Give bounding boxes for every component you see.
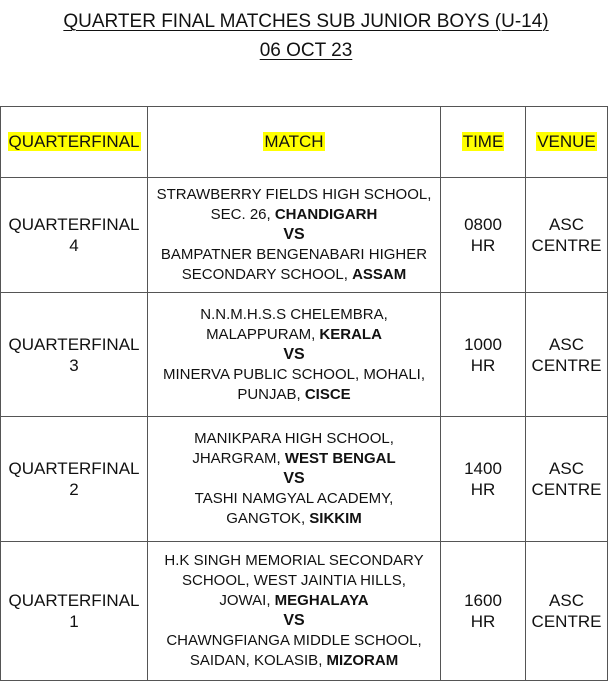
table-row — [1, 417, 608, 542]
team1-state: WEST BENGAL — [284, 450, 396, 467]
venue-cell — [526, 417, 608, 542]
team1-state: KERALA — [319, 325, 382, 343]
time-unit: HR — [470, 355, 496, 375]
venue-line: ASC — [549, 459, 584, 478]
stage-number: 4 — [69, 236, 79, 255]
team1-line: STRAWBERRY FIELDS HIGH SCHOOL, — [156, 186, 432, 203]
stage-cell — [1, 542, 148, 681]
team2-line: SAIDAN, KOLASIB, — [189, 652, 327, 669]
team1-line: MANIKPARA HIGH SCHOOL, — [194, 430, 394, 447]
stage-label: QUARTERFINAL — [8, 459, 140, 478]
time-value: 1600 — [464, 591, 502, 610]
team2-state: SIKKIM — [309, 510, 362, 527]
match-cell — [148, 293, 441, 417]
team1-line: N.N.M.H.S.S CHELEMBRA, — [200, 305, 388, 323]
time-value: 0800 — [464, 215, 502, 234]
venue-line: CENTRE — [531, 612, 602, 631]
time-unit: HR — [470, 480, 496, 499]
stage-cell — [1, 293, 148, 417]
time-cell — [441, 542, 526, 681]
stage-label: QUARTERFINAL — [8, 334, 140, 354]
header-stage — [1, 107, 148, 178]
team1-line: SCHOOL, WEST JAINTIA HILLS, — [182, 572, 406, 589]
header-time — [441, 107, 526, 178]
stage-number: 1 — [69, 612, 79, 631]
team2-line: BAMPATNER BENGENABARI HIGHER — [160, 246, 428, 263]
stage-cell — [1, 417, 148, 542]
vs-label: VS — [283, 612, 305, 629]
team2-line: MINERVA PUBLIC SCHOOL, MOHALI, — [162, 365, 425, 383]
table-row — [1, 178, 608, 293]
venue-line: CENTRE — [531, 236, 602, 255]
team1-line: H.K SINGH MEMORIAL SECONDARY — [164, 552, 424, 569]
stage-cell — [1, 178, 148, 293]
team2-state: CISCE — [304, 385, 351, 403]
venue-line: ASC — [549, 334, 584, 354]
header-match — [148, 107, 441, 178]
table-row — [1, 542, 608, 681]
header-match-label: MATCH — [264, 132, 324, 151]
table-row — [1, 293, 608, 417]
team2-line: CHAWNGFIANGA MIDDLE SCHOOL, — [166, 632, 422, 649]
header-time-label: TIME — [462, 132, 504, 151]
match-date: 06 OCT 23 — [259, 40, 353, 61]
header-stage-label: QUARTERFINAL — [8, 132, 140, 151]
time-unit: HR — [470, 612, 496, 631]
time-cell — [441, 293, 526, 417]
fixtures-table — [0, 106, 608, 681]
match-cell — [148, 178, 441, 293]
header-venue — [526, 107, 608, 178]
team1-line: JHARGRAM, — [192, 450, 285, 467]
stage-number: 2 — [69, 480, 79, 499]
page-title: QUARTER FINAL MATCHES SUB JUNIOR BOYS (U-14) — [63, 11, 549, 32]
venue-cell — [526, 178, 608, 293]
time-cell — [441, 178, 526, 293]
time-unit: HR — [470, 236, 496, 255]
team2-state: MIZORAM — [326, 652, 399, 669]
stage-label: QUARTERFINAL — [8, 215, 140, 234]
team2-line: PUNJAB, — [237, 385, 305, 403]
team2-line: SECONDARY SCHOOL, — [181, 266, 353, 283]
header-venue-label: VENUE — [537, 132, 596, 151]
table-header-row — [1, 107, 608, 178]
venue-line: CENTRE — [531, 355, 602, 375]
team1-line: JOWAI, — [219, 592, 275, 609]
team1-line: SEC. 26, — [210, 206, 275, 223]
time-cell — [441, 417, 526, 542]
team2-line: TASHI NAMGYAL ACADEMY, — [194, 490, 394, 507]
match-cell — [148, 542, 441, 681]
match-cell — [148, 417, 441, 542]
team2-line: GANGTOK, — [226, 510, 310, 527]
vs-label: VS — [283, 226, 305, 243]
vs-label: VS — [283, 470, 305, 487]
time-value: 1000 — [464, 334, 502, 354]
venue-line: ASC — [549, 591, 584, 610]
team1-line: MALAPPURAM, — [206, 325, 320, 343]
venue-cell — [526, 542, 608, 681]
time-value: 1400 — [464, 459, 502, 478]
venue-line: ASC — [549, 215, 584, 234]
team1-state: CHANDIGARH — [274, 206, 378, 223]
team1-state: MEGHALAYA — [274, 592, 369, 609]
venue-cell — [526, 293, 608, 417]
venue-line: CENTRE — [531, 480, 602, 499]
vs-label: VS — [283, 345, 305, 363]
stage-label: QUARTERFINAL — [8, 591, 140, 610]
team2-state: ASSAM — [352, 266, 407, 283]
stage-number: 3 — [69, 355, 79, 375]
